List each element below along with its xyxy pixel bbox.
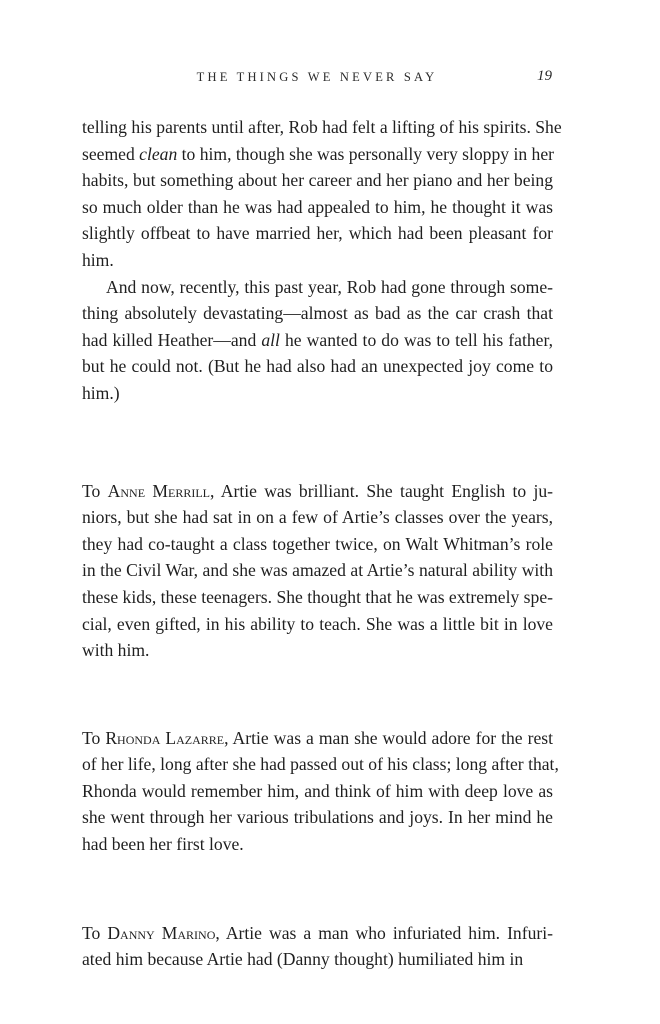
text-line xyxy=(82,380,553,407)
text-line xyxy=(82,353,553,380)
text-line xyxy=(82,946,553,973)
text-line xyxy=(82,327,553,354)
text-segment: she went through her various tribulations and joys. In her mind he xyxy=(82,807,553,828)
text-line xyxy=(82,220,553,247)
text-segment: ated him because Artie had (Danny thought) humiliated him in xyxy=(82,949,524,970)
paragraph xyxy=(82,725,559,858)
text-line xyxy=(82,751,559,778)
text-line xyxy=(82,531,553,558)
text-segment: To xyxy=(82,922,108,943)
section-break xyxy=(82,407,553,478)
text-segment: these kids, these teenagers. She thought that he was extremely spe- xyxy=(82,586,553,607)
text-segment: telling his parents until after, Rob had felt a lifting of his spirits. She xyxy=(82,117,562,137)
text-line xyxy=(82,114,562,141)
text-segment: And now, recently, this past year, Rob had gone through some- xyxy=(106,276,553,297)
text-line xyxy=(82,194,553,221)
text-segment: , Artie was brilliant. She taught English to ju- xyxy=(210,480,554,501)
text-segment: thing absolutely devastating—almost as bad as the car crash that xyxy=(82,303,553,324)
body-text xyxy=(82,114,562,973)
text-line xyxy=(82,300,553,327)
text-segment: Rhonda would remember him, and think of him with deep love as xyxy=(82,780,553,801)
text-segment: with him. xyxy=(82,640,150,661)
text-segment: in the Civil War, and she was amazed at Artie’s natural ability with xyxy=(82,560,553,581)
emphasis-text: all xyxy=(261,329,280,350)
text-line xyxy=(82,611,553,638)
text-segment: to him, though she was personally very sloppy in her xyxy=(177,143,555,164)
text-segment: habits, but something about her career and her piano and her being xyxy=(82,170,553,191)
running-head: THE THINGS WE NEVER SAY xyxy=(196,70,438,84)
text-segment: To xyxy=(82,480,108,501)
text-line xyxy=(82,274,553,301)
page-header xyxy=(82,68,552,92)
character-name: Danny Marino xyxy=(107,922,216,943)
text-segment: , Artie was a man who infuriated him. Infuri- xyxy=(215,922,553,943)
text-segment: him.) xyxy=(82,382,120,403)
text-line xyxy=(82,584,553,611)
text-segment: cial, even gifted, in his ability to teach. She was a little bit in love xyxy=(82,613,553,634)
paragraph xyxy=(82,920,553,973)
text-segment: him. xyxy=(82,249,114,270)
text-segment: he wanted to do was to tell his father, xyxy=(279,329,554,350)
text-segment: they had co-taught a class together twice, on Walt Whitman’s role xyxy=(82,533,553,554)
section-break xyxy=(82,858,553,920)
text-line xyxy=(82,478,553,505)
text-line xyxy=(82,804,553,831)
paragraph xyxy=(82,478,553,664)
text-segment: seemed xyxy=(82,143,140,164)
text-segment: slightly offbeat to have married her, which had been pleasant for xyxy=(82,223,553,244)
section-break xyxy=(82,664,553,725)
text-segment: had been her first love. xyxy=(82,834,244,855)
text-segment: of her life, long after she had passed out of his class; long after that, xyxy=(82,754,559,775)
text-line xyxy=(82,637,553,664)
page-number: 19 xyxy=(537,68,552,84)
emphasis-text: clean xyxy=(139,143,178,164)
text-line xyxy=(82,141,553,168)
character-name: Rhonda Lazarre xyxy=(105,727,225,748)
character-name: Anne Merrill xyxy=(107,480,210,501)
text-segment: , Artie was a man she would adore for the rest xyxy=(224,727,553,748)
text-line xyxy=(82,504,553,531)
text-line xyxy=(82,920,553,947)
text-line xyxy=(82,778,553,805)
text-line xyxy=(82,725,553,752)
paragraph xyxy=(82,274,553,407)
text-line xyxy=(82,557,553,584)
text-segment: so much older than he was had appealed to him, he thought it was xyxy=(82,196,553,217)
text-line xyxy=(82,831,553,858)
text-segment: had killed Heather—and xyxy=(82,329,262,350)
text-line xyxy=(82,167,553,194)
text-segment: niors, but she had sat in on a few of Artie’s classes over the years, xyxy=(82,507,553,528)
text-segment: To xyxy=(82,727,106,748)
paragraph xyxy=(82,114,562,274)
text-line xyxy=(82,247,553,274)
text-segment: but he could not. (But he had also had an unexpected joy come to xyxy=(82,356,553,377)
